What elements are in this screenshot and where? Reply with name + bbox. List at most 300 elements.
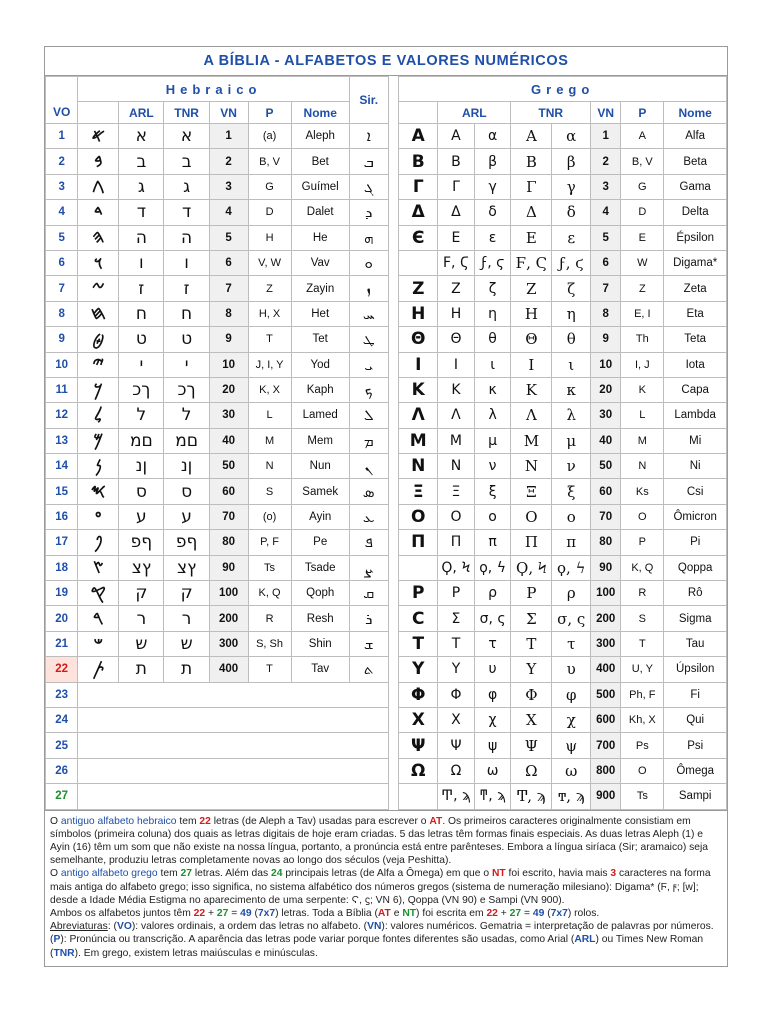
- greek-tnr-lower: ζ: [552, 276, 591, 301]
- greek-vn-value: 80: [591, 530, 621, 555]
- hebrew-tnr-letter: ב: [164, 149, 209, 174]
- hebrew-arl-letter: ד: [119, 200, 164, 225]
- table-row: [46, 606, 727, 631]
- note-fragment: 27: [509, 907, 522, 919]
- greek-vn-value: 4: [591, 200, 621, 225]
- hebrew-name: Shin: [291, 631, 349, 656]
- hebrew-arl-letter: ב: [119, 149, 164, 174]
- hebrew-vn-value: 300: [209, 631, 248, 656]
- greek-tnr-upper: Υ: [511, 657, 552, 682]
- hebrew-name: Tet: [291, 327, 349, 352]
- greek-arl-lower: υ: [474, 657, 511, 682]
- ancient-hebrew-letter: 𐤔: [78, 631, 119, 656]
- greek-arl-upper: Ν: [438, 454, 475, 479]
- ancient-greek-letter: Ρ: [399, 581, 438, 606]
- table-row: [46, 276, 727, 301]
- greek-tnr-upper: Τ: [511, 631, 552, 656]
- greek-pronunciation: Z: [621, 276, 664, 301]
- greek-pronunciation: E, I: [621, 301, 664, 326]
- note-fragment: e: [390, 907, 403, 919]
- hebrew-tnr-letter: ע: [164, 504, 209, 529]
- gap-cell: [388, 555, 399, 580]
- vo-cell: 7: [46, 276, 78, 301]
- greek-tnr-lower: σ, ς: [552, 606, 591, 631]
- syriac-letter: ܪ: [349, 606, 388, 631]
- hebrew-pronunciation: N: [248, 454, 291, 479]
- hebrew-vn-value: 20: [209, 377, 248, 402]
- gap-cell: [388, 200, 399, 225]
- table-row: [46, 733, 727, 758]
- hebrew-name: Bet: [291, 149, 349, 174]
- table-row: [46, 327, 727, 352]
- gap-cell: [388, 581, 399, 606]
- greek-tnr-header: TNR: [511, 102, 591, 124]
- hebrew-pronunciation: P, F: [248, 530, 291, 555]
- greek-name: Sampi: [664, 784, 727, 809]
- greek-arl-lower: ͳ, ϡ: [474, 784, 511, 809]
- ancient-greek-letter: Є: [399, 225, 438, 250]
- table-row: [46, 707, 727, 732]
- greek-arl-upper: Ϝ, Ϛ: [438, 250, 475, 275]
- ancient-hebrew-letter: 𐤃: [78, 200, 119, 225]
- greek-tnr-lower: γ: [552, 174, 591, 199]
- table-row: [46, 581, 727, 606]
- hebrew-arl-letter: ת: [119, 657, 164, 682]
- note-fragment: 22: [199, 815, 211, 827]
- hebrew-tnr-letter: ןנ: [164, 454, 209, 479]
- greek-arl-lower: π: [474, 530, 511, 555]
- note-fragment: VN: [367, 921, 382, 933]
- greek-tnr-lower: υ: [552, 657, 591, 682]
- hebrew-vn-value: 400: [209, 657, 248, 682]
- note-fragment: ): Pronúncia ou transcrição. A aparência das letras pode variar porque fontes diferentes são usadas, como Arial (: [60, 934, 575, 946]
- greek-tnr-lower: ο: [552, 504, 591, 529]
- syriac-letter: ܥ: [349, 504, 388, 529]
- greek-pronunciation: T: [621, 631, 664, 656]
- greek-vn-value: 300: [591, 631, 621, 656]
- ancient-greek-letter: Θ: [399, 327, 438, 352]
- greek-tnr-upper: Φ: [511, 682, 552, 707]
- greek-tnr-upper: Σ: [511, 606, 552, 631]
- note-fragment: TNR: [53, 947, 75, 959]
- vo-cell: 26: [46, 758, 78, 783]
- greek-pronunciation: B, V: [621, 149, 664, 174]
- hebrew-tnr-letter: ל: [164, 403, 209, 428]
- hebrew-tnr-letter: ש: [164, 631, 209, 656]
- table-row: [46, 377, 727, 402]
- greek-arl-lower: φ: [474, 682, 511, 707]
- p-header: P: [248, 102, 291, 124]
- hebrew-tnr-letter: ץצ: [164, 555, 209, 580]
- greek-pronunciation: Ks: [621, 479, 664, 504]
- greek-name: Teta: [664, 327, 727, 352]
- gap-cell: [388, 784, 399, 809]
- hebrew-vn-value: 6: [209, 250, 248, 275]
- total-note: [50, 907, 722, 920]
- table-row: [46, 225, 727, 250]
- greek-pronunciation: S: [621, 606, 664, 631]
- hebrew-tnr-letter: ט: [164, 327, 209, 352]
- grego-header: Grego: [399, 77, 727, 102]
- vo-cell: 4: [46, 200, 78, 225]
- ancient-greek-letter: [399, 250, 438, 275]
- gap-cell: [388, 377, 399, 402]
- ancient-greek-letter: Λ: [399, 403, 438, 428]
- note-fragment: ) foi escrita em: [416, 907, 487, 919]
- gap-cell: [388, 682, 399, 707]
- greek-arl-upper: Κ: [438, 377, 475, 402]
- vo-cell: 3: [46, 174, 78, 199]
- syriac-letter: ܗ: [349, 225, 388, 250]
- table-row: [46, 479, 727, 504]
- note-fragment: ) ou Times New Roman (: [50, 934, 704, 959]
- table-row: [46, 657, 727, 682]
- greek-nome-header: Nome: [664, 102, 727, 124]
- vo-cell: 14: [46, 454, 78, 479]
- hebrew-vn-value: 90: [209, 555, 248, 580]
- greek-tnr-upper: Χ: [511, 707, 552, 732]
- hebrew-arl-letter: ט: [119, 327, 164, 352]
- greek-arl-lower: τ: [474, 631, 511, 656]
- greek-tnr-upper: Ϙ, Ϟ: [511, 555, 552, 580]
- greek-pronunciation: I, J: [621, 352, 664, 377]
- greek-arl-lower: σ, ς: [474, 606, 511, 631]
- hebrew-name: Guímel: [291, 174, 349, 199]
- hebrew-pronunciation: R: [248, 606, 291, 631]
- table-row: [46, 682, 727, 707]
- note-fragment: +: [205, 907, 217, 919]
- note-fragment: tem: [157, 868, 181, 880]
- hebrew-vn-value: 80: [209, 530, 248, 555]
- note-fragment: 22: [486, 907, 498, 919]
- ancient-greek-header: [399, 102, 438, 124]
- hebrew-tnr-letter: ק: [164, 581, 209, 606]
- table-row: [46, 250, 727, 275]
- vo-cell: 2: [46, 149, 78, 174]
- greek-arl-upper: Ι: [438, 352, 475, 377]
- greek-pronunciation: D: [621, 200, 664, 225]
- hebrew-vn-value: 2: [209, 149, 248, 174]
- gap-cell: [388, 758, 399, 783]
- greek-name: Sigma: [664, 606, 727, 631]
- hebrew-name: Dalet: [291, 200, 349, 225]
- greek-arl-upper: Ο: [438, 504, 475, 529]
- ancient-greek-letter: Ω: [399, 758, 438, 783]
- table-row: [46, 301, 727, 326]
- greek-pronunciation: O: [621, 758, 664, 783]
- vo-cell: 22: [46, 657, 78, 682]
- greek-tnr-lower: ε: [552, 225, 591, 250]
- greek-vn-value: 400: [591, 657, 621, 682]
- ancient-greek-letter: Ι: [399, 352, 438, 377]
- greek-arl-upper: Ξ: [438, 479, 475, 504]
- note-fragment: Ambos os alfabetos juntos têm: [50, 907, 194, 919]
- greek-name: Pi: [664, 530, 727, 555]
- ancient-greek-letter: Α: [399, 124, 438, 149]
- syriac-letter: ܛ: [349, 327, 388, 352]
- greek-name: Ômicron: [664, 504, 727, 529]
- ancient-hebrew-letter: 𐤒: [78, 581, 119, 606]
- hebrew-name: Qoph: [291, 581, 349, 606]
- greek-pronunciation: N: [621, 454, 664, 479]
- gap-cell: [388, 225, 399, 250]
- note-fragment: +: [497, 907, 510, 919]
- greek-tnr-lower: φ: [552, 682, 591, 707]
- hebrew-name: Samek: [291, 479, 349, 504]
- syriac-letter: ܚ: [349, 301, 388, 326]
- vo-cell: 9: [46, 327, 78, 352]
- hebrew-arl-letter: ל: [119, 403, 164, 428]
- hebrew-tnr-letter: ףפ: [164, 530, 209, 555]
- greek-name: Ni: [664, 454, 727, 479]
- hebrew-pronunciation: Ts: [248, 555, 291, 580]
- hebrew-vn-value: 30: [209, 403, 248, 428]
- greek-tnr-upper: Κ: [511, 377, 552, 402]
- greek-tnr-lower: δ: [552, 200, 591, 225]
- hebrew-name: Tsade: [291, 555, 349, 580]
- greek-vn-value: 700: [591, 733, 621, 758]
- ancient-greek-letter: Δ: [399, 200, 438, 225]
- greek-tnr-lower: κ: [552, 377, 591, 402]
- hebrew-arl-letter: ז: [119, 276, 164, 301]
- greek-tnr-lower: χ: [552, 707, 591, 732]
- greek-name: Eta: [664, 301, 727, 326]
- greek-arl-upper: Τ: [438, 631, 475, 656]
- greek-vn-value: 60: [591, 479, 621, 504]
- ancient-hebrew-letter: 𐤕: [78, 657, 119, 682]
- vo-cell: 13: [46, 428, 78, 453]
- hebrew-vn-value: 40: [209, 428, 248, 453]
- gap-cell: [388, 174, 399, 199]
- greek-pronunciation: G: [621, 174, 664, 199]
- table-row: [46, 352, 727, 377]
- greek-name: Capa: [664, 377, 727, 402]
- greek-tnr-lower: ͳ, ϡ: [552, 784, 591, 809]
- gap-cell: [388, 301, 399, 326]
- hebrew-arl-letter: ןנ: [119, 454, 164, 479]
- syriac-letter: ܬ: [349, 657, 388, 682]
- greek-vn-value: 100: [591, 581, 621, 606]
- greek-tnr-lower: ν: [552, 454, 591, 479]
- greek-tnr-upper: Β: [511, 149, 552, 174]
- greek-vn-value: 3: [591, 174, 621, 199]
- gap-cell: [388, 454, 399, 479]
- note-fragment: NT: [491, 868, 506, 880]
- vo-cell: 12: [46, 403, 78, 428]
- greek-tnr-lower: ξ: [552, 479, 591, 504]
- gap-cell: [388, 352, 399, 377]
- greek-vn-value: 40: [591, 428, 621, 453]
- syriac-letter: ܢ: [349, 454, 388, 479]
- greek-tnr-upper: Ν: [511, 454, 552, 479]
- ancient-hebrew-letter: 𐤄: [78, 225, 119, 250]
- greek-arl-lower: θ: [474, 327, 511, 352]
- ancient-greek-letter: Π: [399, 530, 438, 555]
- greek-arl-lower: ν: [474, 454, 511, 479]
- hebrew-name: Resh: [291, 606, 349, 631]
- hebrew-pronunciation: Z: [248, 276, 291, 301]
- greek-arl-lower: β: [474, 149, 511, 174]
- note-fragment: P: [53, 934, 61, 946]
- note-fragment: ): valores ordinais, a ordem das letras no alfabeto. (: [131, 921, 368, 933]
- hebrew-name: Pe: [291, 530, 349, 555]
- note-fragment: 49: [240, 907, 252, 919]
- greek-tnr-upper: Ζ: [511, 276, 552, 301]
- greek-arl-upper: Ψ: [438, 733, 475, 758]
- gap-cell: [388, 707, 399, 732]
- vo-cell: 6: [46, 250, 78, 275]
- gap-cell: [388, 530, 399, 555]
- syriac-letter: ܐ: [349, 124, 388, 149]
- ancient-hebrew-letter: 𐤁: [78, 149, 119, 174]
- hebrew-tnr-letter: ח: [164, 301, 209, 326]
- gap-cell: [388, 77, 399, 124]
- greek-pronunciation: Ps: [621, 733, 664, 758]
- ancient-greek-letter: Κ: [399, 377, 438, 402]
- syriac-letter: ܒ: [349, 149, 388, 174]
- greek-vn-value: 70: [591, 504, 621, 529]
- note-fragment: principais letras (de Alfa a Ômega) em que o: [282, 868, 492, 880]
- ancient-hebrew-letter: 𐤓: [78, 606, 119, 631]
- vo-cell: 25: [46, 733, 78, 758]
- greek-pronunciation: K: [621, 377, 664, 402]
- ancient-greek-letter: Ζ: [399, 276, 438, 301]
- greek-vn-value: 8: [591, 301, 621, 326]
- note-fragment: Abreviaturas: [50, 921, 108, 933]
- syriac-letter: ܠ: [349, 403, 388, 428]
- greek-name: Alfa: [664, 124, 727, 149]
- greek-tnr-lower: λ: [552, 403, 591, 428]
- hebrew-vn-value: 50: [209, 454, 248, 479]
- greek-pronunciation: E: [621, 225, 664, 250]
- table-row: [46, 428, 727, 453]
- hebrew-pronunciation: (a): [248, 124, 291, 149]
- hebrew-tnr-letter: ד: [164, 200, 209, 225]
- greek-tnr-lower: ϙ, ϟ: [552, 555, 591, 580]
- ancient-hebrew-header: [78, 102, 119, 124]
- tnr-header: TNR: [164, 102, 209, 124]
- ancient-hebrew-letter: 𐤈: [78, 327, 119, 352]
- hebrew-vn-value: 9: [209, 327, 248, 352]
- ancient-hebrew-letter: 𐤍: [78, 454, 119, 479]
- greek-arl-lower: γ: [474, 174, 511, 199]
- greek-tnr-upper: Ͳ, ϡ: [511, 784, 552, 809]
- gap-cell: [388, 657, 399, 682]
- gap-cell: [388, 124, 399, 149]
- syriac-letter: ܫ: [349, 631, 388, 656]
- syriac-letter: ܣ: [349, 479, 388, 504]
- greek-tnr-upper: Η: [511, 301, 552, 326]
- greek-arl-lower: ψ: [474, 733, 511, 758]
- greek-name: Lambda: [664, 403, 727, 428]
- ancient-greek-letter: Ψ: [399, 733, 438, 758]
- gap-cell: [388, 504, 399, 529]
- greek-name: Épsilon: [664, 225, 727, 250]
- hebrew-arl-letter: ץצ: [119, 555, 164, 580]
- greek-pronunciation: Ph, F: [621, 682, 664, 707]
- vo-cell: 20: [46, 606, 78, 631]
- vo-cell: 11: [46, 377, 78, 402]
- empty-hebrew-cell: [78, 707, 388, 732]
- ancient-hebrew-letter: 𐤊: [78, 377, 119, 402]
- greek-pronunciation: Kh, X: [621, 707, 664, 732]
- vn-header: VN: [209, 102, 248, 124]
- ancient-greek-letter: Μ: [399, 428, 438, 453]
- hebrew-pronunciation: (o): [248, 504, 291, 529]
- greek-arl-upper: Ρ: [438, 581, 475, 606]
- nome-header: Nome: [291, 102, 349, 124]
- greek-arl-lower: ϙ, ϟ: [474, 555, 511, 580]
- greek-tnr-lower: ρ: [552, 581, 591, 606]
- vo-cell: 1: [46, 124, 78, 149]
- table-row: [46, 124, 727, 149]
- hebrew-pronunciation: S, Sh: [248, 631, 291, 656]
- note-fragment: =: [521, 907, 533, 919]
- gap-cell: [388, 479, 399, 504]
- empty-hebrew-cell: [78, 733, 388, 758]
- hebrew-arl-letter: ח: [119, 301, 164, 326]
- greek-tnr-lower: μ: [552, 428, 591, 453]
- vo-cell: 19: [46, 581, 78, 606]
- greek-vn-value: 2: [591, 149, 621, 174]
- greek-tnr-lower: τ: [552, 631, 591, 656]
- greek-name: Beta: [664, 149, 727, 174]
- greek-arl-upper: Μ: [438, 428, 475, 453]
- note-fragment: . Os primeiros caracteres originalmente consistiam em símbolos (primeira coluna) dos quais as letras digitais de hoje eram criadas. 5 das letras têm formas finais especiais. As duas letras Aleph (1) e Ayin (16) têm um som que não existe na nossa língua, portanto, a pronúncia está entre parênteses. Embora a língua siríaca (Sir; aramaico) seja semelhante, produziu letras completamente novas ao longo dos séculos (veja Peshitta).: [50, 815, 709, 867]
- empty-hebrew-cell: [78, 682, 388, 707]
- gap-cell: [388, 631, 399, 656]
- hebrew-name: Vav: [291, 250, 349, 275]
- ancient-hebrew-letter: 𐤆: [78, 276, 119, 301]
- greek-arl-upper: Θ: [438, 327, 475, 352]
- hebrew-name: Ayin: [291, 504, 349, 529]
- hebrew-vn-value: 1: [209, 124, 248, 149]
- greek-arl-lower: μ: [474, 428, 511, 453]
- ancient-greek-letter: Ν: [399, 454, 438, 479]
- table-row: [46, 530, 727, 555]
- note-fragment: ) rolos.: [567, 907, 600, 919]
- note-fragment: letras. Além das: [192, 868, 271, 880]
- hebrew-vn-value: 70: [209, 504, 248, 529]
- hebrew-tnr-letter: ו: [164, 250, 209, 275]
- ancient-greek-letter: [399, 784, 438, 809]
- alphabet-sheet: [44, 46, 728, 967]
- hebraico-header: Hebraico: [78, 77, 350, 102]
- ancient-hebrew-letter: 𐤇: [78, 301, 119, 326]
- hebrew-pronunciation: M: [248, 428, 291, 453]
- greek-note: [50, 867, 722, 907]
- greek-arl-upper: Β: [438, 149, 475, 174]
- vo-cell: 18: [46, 555, 78, 580]
- ancient-hebrew-letter: 𐤑: [78, 555, 119, 580]
- hebrew-vn-value: 4: [209, 200, 248, 225]
- vo-cell: 27: [46, 784, 78, 809]
- hebrew-note: [50, 815, 722, 868]
- greek-arl-upper: Ϙ, Ϟ: [438, 555, 475, 580]
- greek-pronunciation: K, Q: [621, 555, 664, 580]
- hebrew-vn-value: 8: [209, 301, 248, 326]
- hebrew-name: Zayin: [291, 276, 349, 301]
- note-fragment: VO: [116, 921, 132, 933]
- vo-cell: 15: [46, 479, 78, 504]
- hebrew-vn-value: 3: [209, 174, 248, 199]
- hebrew-tnr-letter: םמ: [164, 428, 209, 453]
- greek-vn-value: 600: [591, 707, 621, 732]
- greek-name: Iota: [664, 352, 727, 377]
- greek-tnr-lower: π: [552, 530, 591, 555]
- greek-tnr-lower: θ: [552, 327, 591, 352]
- hebrew-arl-letter: ס: [119, 479, 164, 504]
